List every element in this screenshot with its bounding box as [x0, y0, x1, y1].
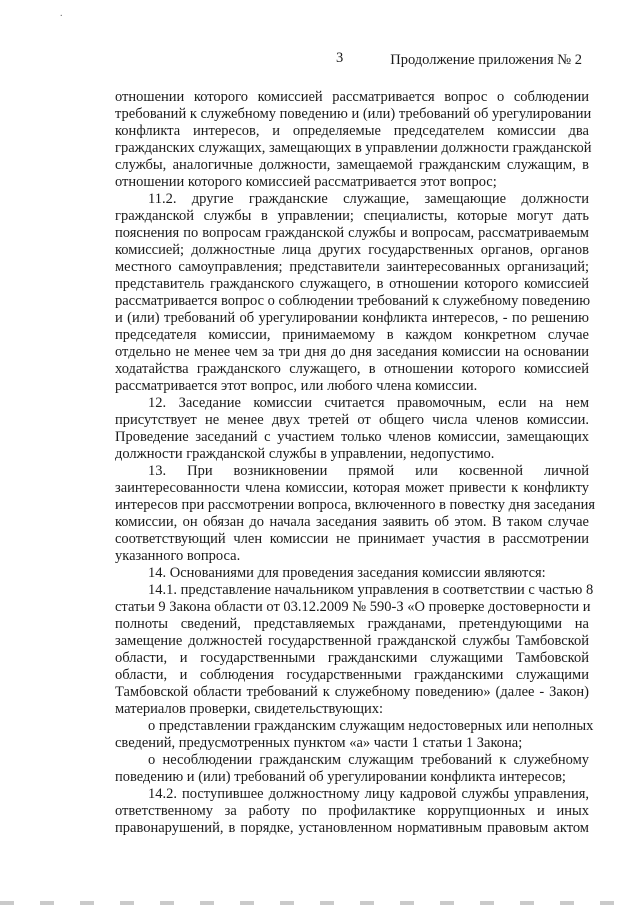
text-line: полноты сведений, представляемых гражданами, претендующими на — [115, 616, 589, 632]
text-line: требований к служебному поведению и (или) требований об урегулировании — [115, 106, 592, 122]
text-line: соответствующий член комиссии не принимает участия в рассмотрении — [115, 531, 589, 547]
text-line: должности гражданской службы в управлении, недопустимо. — [115, 446, 495, 462]
text-line: Тамбовской области требований к служебному поведению» (далее - Закон) — [115, 684, 589, 700]
text-line: области, и государственными гражданскими служащими Тамбовской — [115, 650, 589, 666]
text-line: ответственному за работу по профилактике коррупционных и иных — [115, 803, 589, 819]
text-line: 11.2. другие гражданские служащие, замещающие должности — [148, 191, 589, 207]
text-line: материалов проверки, свидетельствующих: — [115, 701, 384, 717]
continuation-heading: Продолжение приложения № 2 — [390, 52, 582, 68]
document-body — [115, 89, 596, 837]
text-line: интересов при рассмотрении вопроса, включенного в повестку дня заседания — [115, 497, 596, 513]
text-line: о представлении гражданским служащим недостоверных или неполных — [148, 718, 594, 734]
text-line: и (или) требований об урегулировании конфликта интересов, - по решению — [115, 310, 589, 326]
text-line: местного самоуправления; представители заинтересованных организаций; — [115, 259, 589, 275]
text-line: гражданской службы в управлении; специалисты, которые могут дать — [115, 208, 589, 224]
text-line: заинтересованности члена комиссии, которая может привести к конфликту — [115, 480, 589, 496]
text-line: отношении которого комиссией рассматривается вопрос о соблюдении — [115, 89, 589, 105]
text-line: поведению и (или) требований об урегулировании конфликта интересов; — [115, 769, 566, 785]
corner-mark: . — [60, 8, 63, 19]
text-line: рассматривается вопрос о соблюдении требований к служебному поведению — [115, 293, 591, 309]
text-line: комиссией; должностные лица других государственных органов, органов — [115, 242, 589, 258]
text-line: ходатайства гражданского служащего, в отношении которого комиссией — [115, 361, 589, 377]
text-line: правонарушений, в порядке, установленном нормативным правовым актом — [115, 820, 589, 836]
text-line: 14.2. поступившее должностному лицу кадровой службы управления, — [148, 786, 589, 802]
text-line: о несоблюдении гражданским служащим требований к служебному — [148, 752, 589, 768]
text-line: 14. Основаниями для проведения заседания комиссии являются: — [148, 565, 546, 581]
scan-edge-artifact — [0, 901, 640, 905]
text-line: статьи 9 Закона области от 03.12.2009 № 590-З «О проверке достоверности и — [115, 599, 591, 615]
text-line: гражданских служащих, замещающих в управлении должности гражданской — [115, 140, 592, 156]
text-line: Проведение заседаний с участием только членов комиссии, замещающих — [115, 429, 589, 445]
text-line: указанного вопроса. — [115, 548, 241, 564]
text-line: присутствует не менее двух третей от общего числа членов комиссии. — [115, 412, 589, 428]
text-line: 12. Заседание комиссии считается правомочным, если на нем — [148, 395, 589, 411]
text-line: комиссии, он обязан до начала заседания заявить об этом. В таком случае — [115, 514, 589, 530]
text-line: конфликта интересов, и определяемые председателем комиссии два — [115, 123, 589, 139]
text-line: отдельно не менее чем за три дня до дня заседания комиссии на основании — [115, 344, 589, 360]
text-line: представитель гражданского служащего, в отношении которого комиссией — [115, 276, 589, 292]
text-line: замещение должностей государственной гражданской службы Тамбовской — [115, 633, 589, 649]
text-line: области, и соблюдения государственными гражданскими служащими — [115, 667, 589, 683]
text-line: пояснения по вопросам гражданской службы и вопросам, рассматриваемым — [115, 225, 589, 241]
text-line: 14.1. представление начальником управления в соответствии с частью 8 — [148, 582, 594, 598]
text-line: отношении которого комиссией рассматривается этот вопрос; — [115, 174, 497, 190]
text-line: председателя комиссии, принимаемому в каждом конкретном случае — [115, 327, 589, 343]
text-line: сведений, предусмотренных пунктом «а» части 1 статьи 1 Закона; — [115, 735, 523, 751]
text-line: службы, аналогичные должности, замещаемой гражданским служащим, в — [115, 157, 589, 173]
text-line: 13. При возникновении прямой или косвенной личной — [148, 463, 589, 479]
text-line: рассматривается этот вопрос, или любого члена комиссии. — [115, 378, 478, 394]
page-number: 3 — [336, 50, 344, 66]
